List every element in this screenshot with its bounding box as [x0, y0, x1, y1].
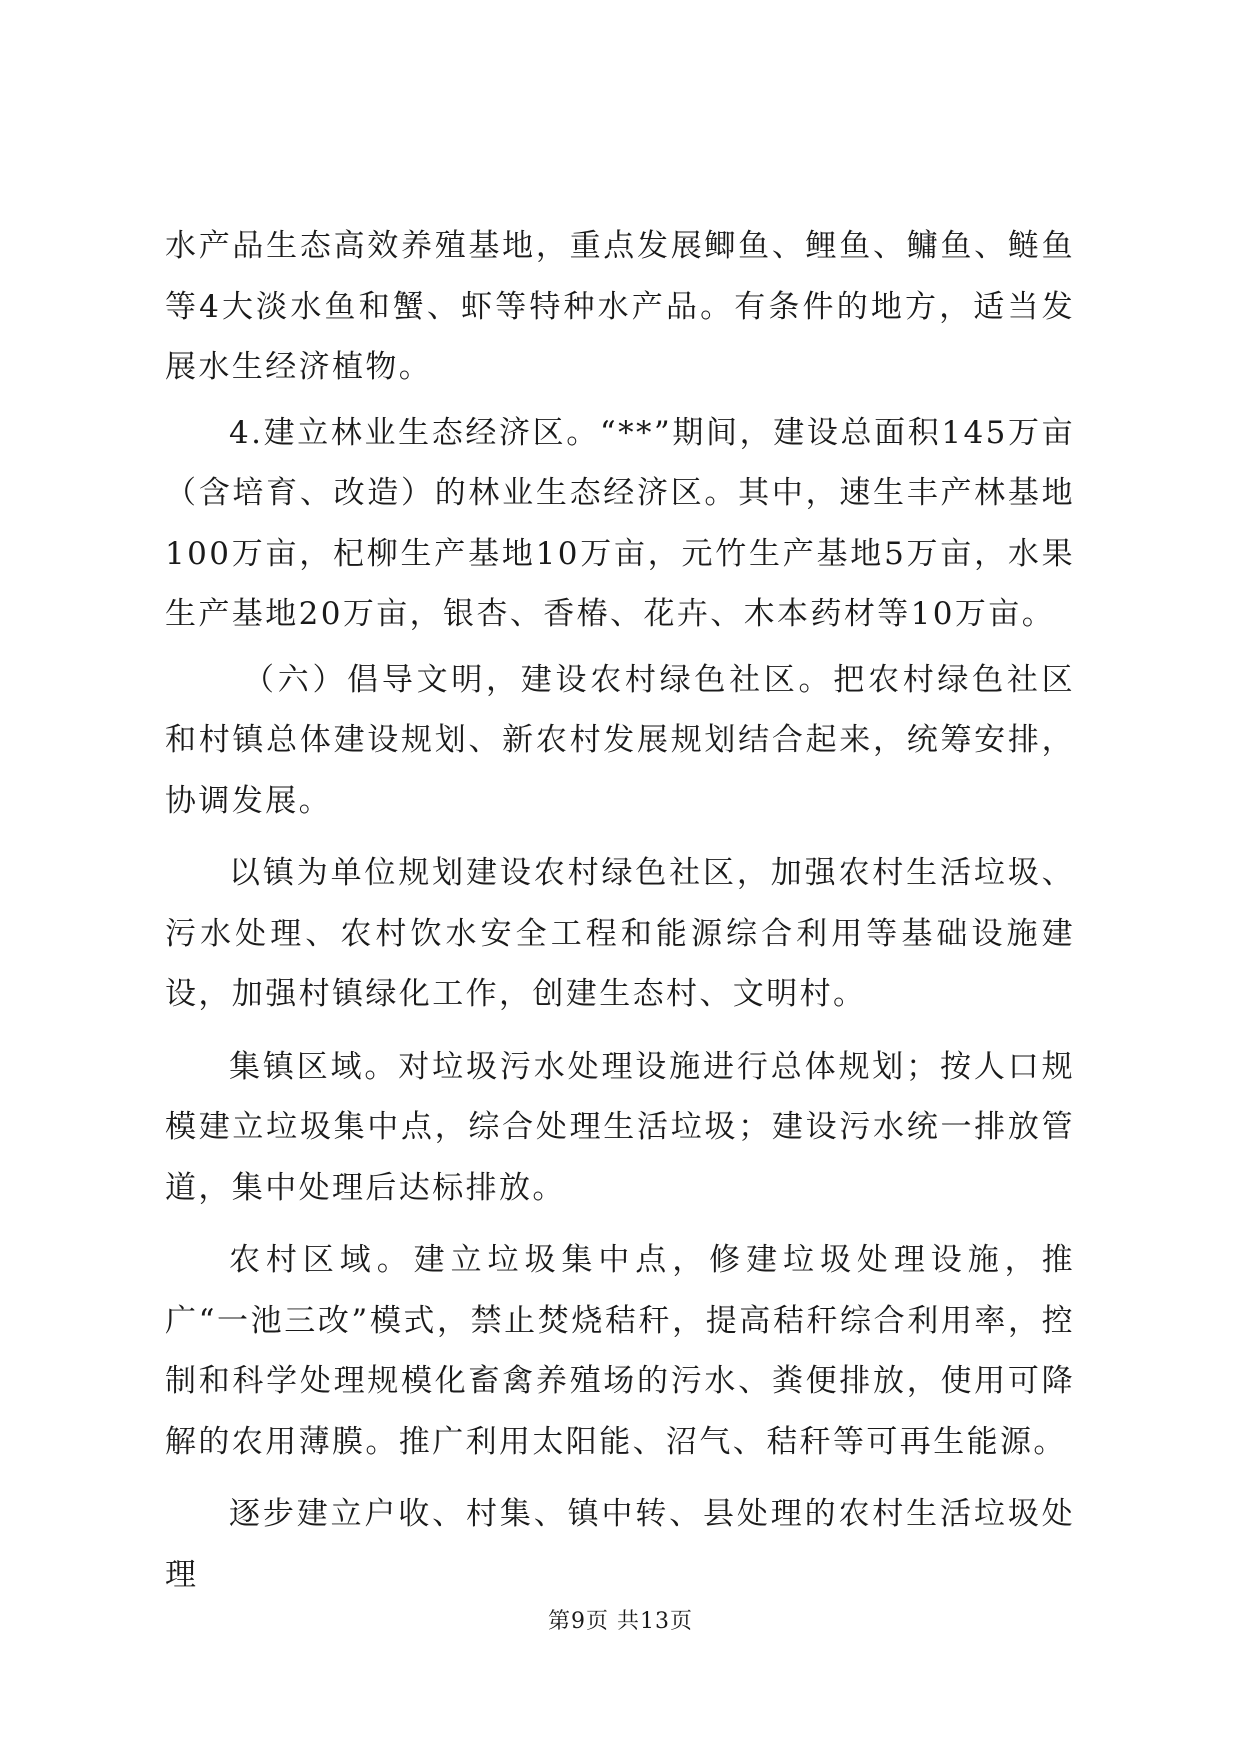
paragraph-rural-area: 农村区域。建立垃圾集中点，修建垃圾处理设施，推广“一池三改”模式，禁止焚烧秸秆，提高秸秆综合利用率，控制和科学处理规模化畜禽养殖场的污水、粪便排放，使用可降解的农用薄膜。推广利用太阳能、沼气、秸秆等可再生能源。	[165, 1242, 1075, 1460]
paragraph-forestry-zone: 4.建立林业生态经济区。“**”期间，建设总面积145万亩（含培育、改造）的林业生态经济区。其中，速生丰产林基地100万亩，杞柳生产基地10万亩，元竹生产基地5万亩，水果生产基地20万亩，银杏、香椿、花卉、木本药材等10万亩。	[165, 414, 1075, 632]
document-body	[165, 216, 1075, 1605]
paragraph-continued: 水产品生态高效养殖基地，重点发展鲫鱼、鲤鱼、鳙鱼、鲢鱼等4大淡水鱼和蟹、虾等特种水产品。有条件的地方，适当发展水生经济植物。	[165, 228, 1075, 385]
paragraph-waste-system: 逐步建立户收、村集、镇中转、县处理的农村生活垃圾处理	[165, 1496, 1075, 1593]
page-footer: 第9页 共13页	[548, 1609, 693, 1634]
paragraph-green-community: （六）倡导文明，建设农村绿色社区。把农村绿色社区和村镇总体建设规划、新农村发展规划结合起来，统筹安排，协调发展。	[165, 661, 1075, 819]
paragraph-market-town-area: 集镇区域。对垃圾污水处理设施进行总体规划；按人口规模建立垃圾集中点，综合处理生活垃圾；建设污水统一排放管道，集中处理后达标排放。	[165, 1048, 1075, 1206]
paragraph-town-planning: 以镇为单位规划建设农村绿色社区，加强农村生活垃圾、污水处理、农村饮水安全工程和能源综合利用等基础设施建设，加强村镇绿化工作，创建生态村、文明村。	[165, 855, 1075, 1012]
